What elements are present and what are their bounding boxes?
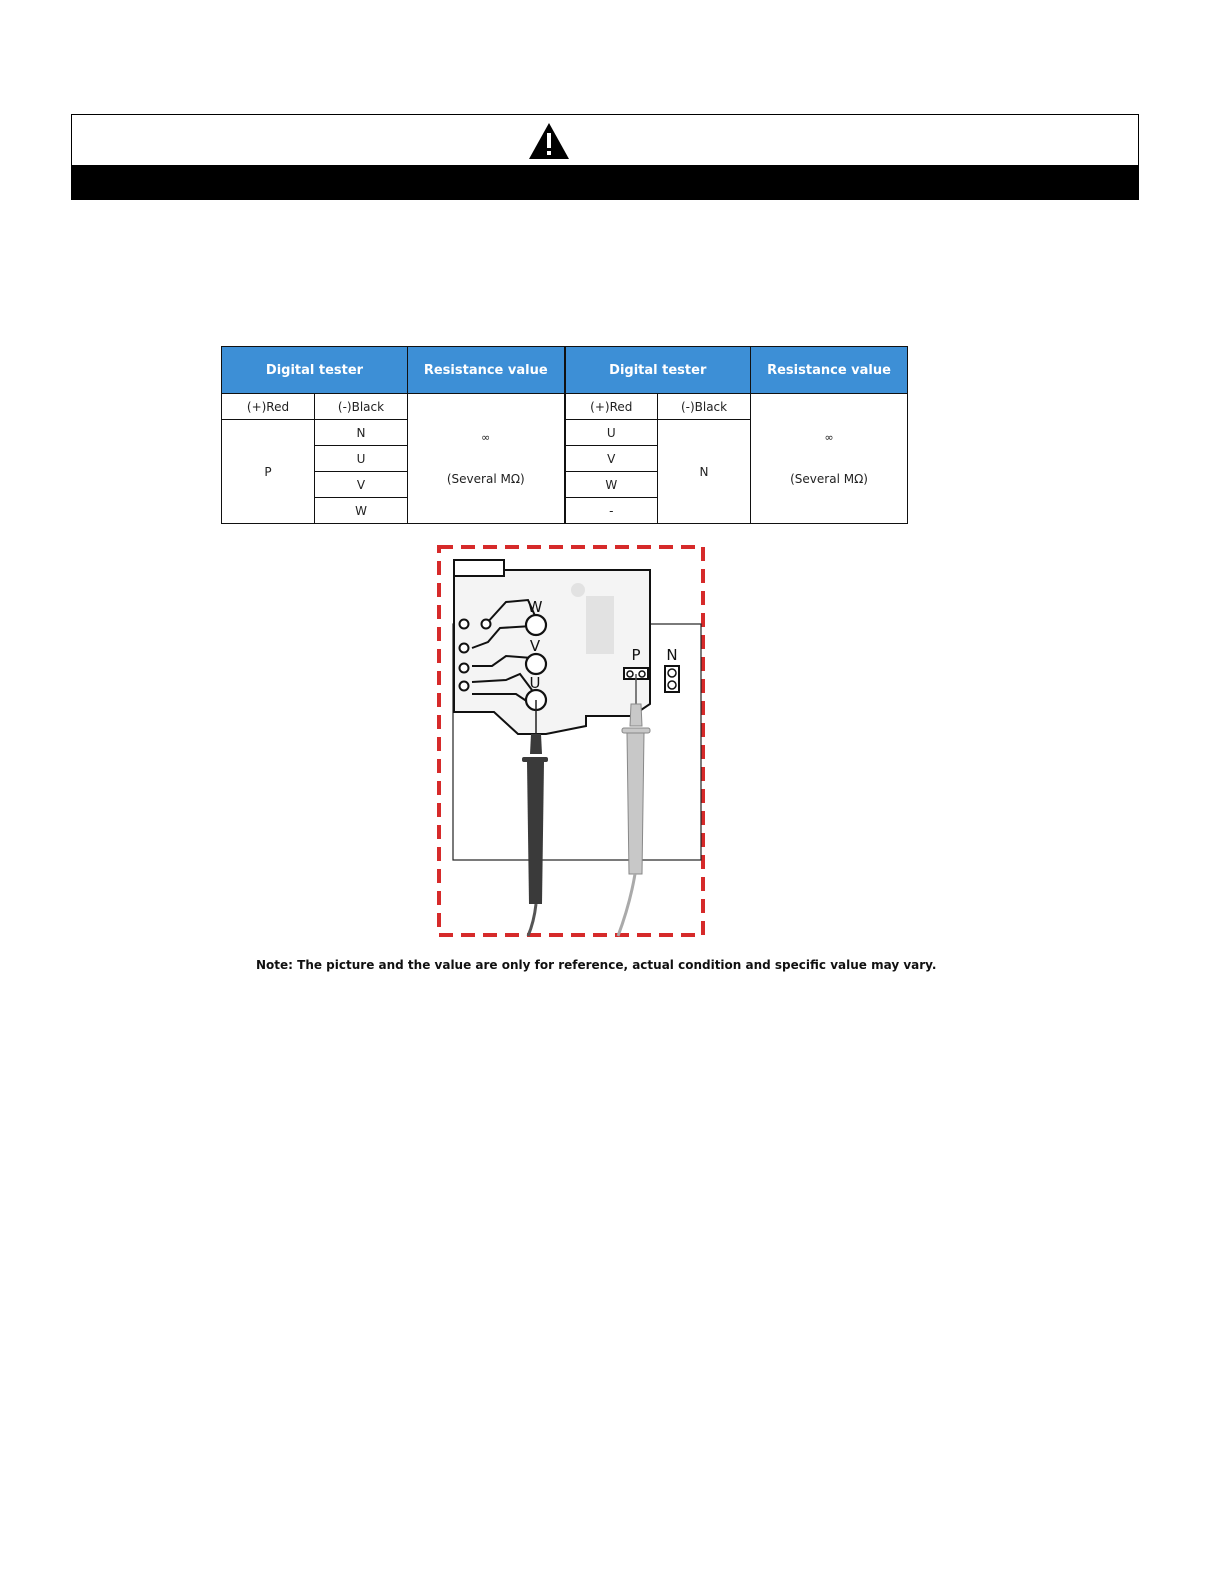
- infinity-symbol: ∞: [481, 431, 491, 444]
- subheader-red-right: (+)Red: [565, 394, 658, 420]
- left-black-cell: N: [315, 420, 408, 446]
- terminal-n: [665, 666, 679, 692]
- label-v: V: [529, 637, 541, 655]
- subheader-red-left: (+)Red: [222, 394, 315, 420]
- right-black-cell: N: [658, 420, 751, 524]
- terminals: [526, 615, 546, 710]
- header-digital-tester-left: Digital tester: [222, 347, 408, 394]
- right-red-cell: -: [565, 498, 658, 524]
- terminal-v: [526, 654, 546, 674]
- left-black-cell: U: [315, 446, 408, 472]
- reference-note: Note: The picture and the value are only for reference, actual condition and specific value may vary.: [256, 958, 937, 972]
- resistance-text: (Several MΩ): [446, 472, 525, 486]
- right-red-cell: U: [565, 420, 658, 446]
- warning-bar: [72, 165, 1138, 199]
- subheader-black-left: (-)Black: [315, 394, 408, 420]
- resistance-text: (Several MΩ): [790, 472, 868, 486]
- resistance-table: [221, 346, 908, 524]
- warning-triangle-icon: [528, 122, 570, 160]
- right-red-cell: W: [565, 472, 658, 498]
- black-probe: [522, 700, 548, 936]
- resistance-cell-left: [408, 394, 565, 524]
- resistance-cell-right: [751, 394, 908, 524]
- left-black-cell: V: [315, 472, 408, 498]
- subheader-black-right: (-)Black: [658, 394, 751, 420]
- header-digital-tester-right: Digital tester: [565, 347, 751, 394]
- pcb-test-diagram: [436, 544, 706, 940]
- warning-box: [71, 114, 1139, 200]
- label-w: W: [527, 598, 543, 616]
- pcb-tab: [454, 560, 504, 576]
- terminal-w: [526, 615, 546, 635]
- label-u: U: [529, 674, 541, 692]
- label-p: P: [631, 646, 641, 664]
- header-resistance-right: Resistance value: [751, 347, 908, 394]
- label-n: N: [666, 646, 678, 664]
- left-red-cell: P: [222, 420, 315, 524]
- right-red-cell: V: [565, 446, 658, 472]
- infinity-symbol: ∞: [824, 431, 834, 444]
- pcb-board: [454, 560, 650, 734]
- left-black-cell: W: [315, 498, 408, 524]
- header-resistance-left: Resistance value: [408, 347, 565, 394]
